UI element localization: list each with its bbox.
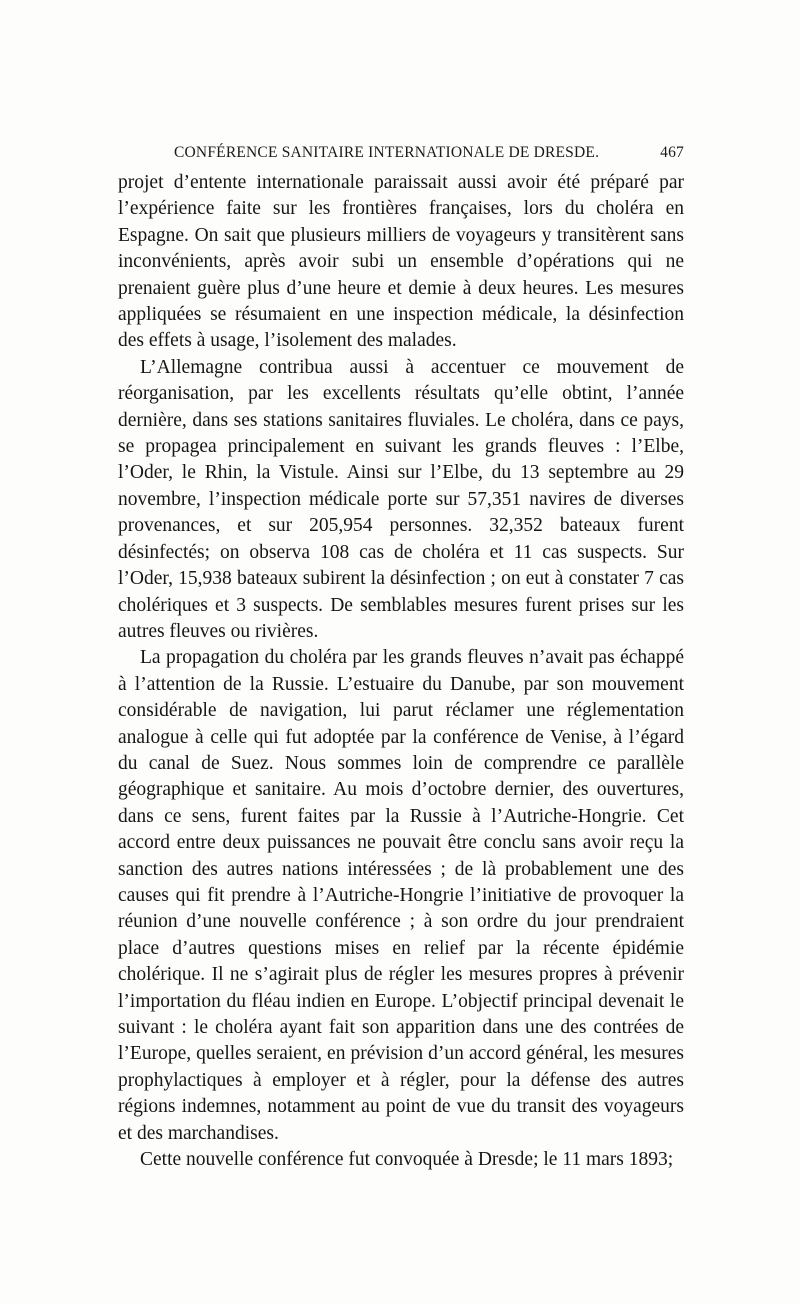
paragraph-2: L’Allemagne contribua aussi à accentuer ce mouvement de réorganisation, par les excellents résultats qu’elle obtint, l’année dernière, dans ses stations sanitaires fluviales. Le choléra, dans ce pays, se propagea principalement en suivant les grands fleuves : l’Elbe, l’Oder, le Rhin, la Vistule. Ainsi sur l’Elbe, du 13 septembre au 29 novembre, l’inspection médicale porte sur 57,351 navires de diverses provenances, et sur 205,954 personnes. 32,352 bateaux furent désinfectés; on observa 108 cas de choléra et 11 cas suspects. Sur l’Oder, 15,938 bateaux subirent la désinfection ; on eut à constater 7 cas cholériques et 3 suspects. De semblables mesures furent prises sur les autres fleuves ou rivières. <box>118 356 684 642</box>
body-text <box>118 170 684 1173</box>
paragraph-1: projet d’entente internationale paraissait aussi avoir été préparé par l’expérience faite sur les frontières françaises, lors du choléra en Espagne. On sait que plusieurs milliers de voyageurs y transitèrent sans inconvénients, après avoir subi un ensemble d’opérations qui ne prenaient guère plus d’une heure et demie à deux heures. Les mesures appliquées se résumaient en une inspection médicale, la désinfection des effets à usage, l’isolement des malades. <box>118 172 684 352</box>
running-title: CONFÉRENCE SANITAIRE INTERNATIONALE DE DRESDE. <box>174 144 600 161</box>
paragraph-3: La propagation du choléra par les grands fleuves n’avait pas échappé à l’attention de la Russie. L’estuaire du Danube, par son mouvement considérable de navigation, lui parut réclamer une réglementation analogue à celle qui fut adoptée par la conférence de Venise, à l’égard du canal de Suez. Nous sommes loin de comprendre ce parallèle géographique et sanitaire. Au mois d’octobre dernier, des ouvertures, dans ce sens, furent faites par la Russie à l’Autriche-Hongrie. Cet accord entre deux puissances ne pouvait être conclu sans avoir reçu la sanction des autres nations intéressées ; de là probablement une des causes qui fit prendre à l’Autriche-Hongrie l’initiative de provoquer la réunion d’une nouvelle conférence ; à son ordre du jour prendraient place d’autres questions mises en relief par la récente épidémie cholérique. Il ne s’agirait plus de régler les mesures propres à prévenir l’importation du fléau indien en Europe. L’objectif principal devenait le suivant : le choléra ayant fait son apparition dans une des contrées de l’Europe, quelles seraient, en prévision d’un accord général, les mesures prophylactiques à employer et à régler, pour la défense des autres régions indemnes, notamment au point de vue du transit des voyageurs et des marchandises. <box>118 647 684 1144</box>
running-header <box>118 144 684 168</box>
page-number: 467 <box>660 144 684 161</box>
paragraph-4: Cette nouvelle conférence fut convoquée à Dresde; le 11 mars 1893; <box>140 1149 674 1171</box>
